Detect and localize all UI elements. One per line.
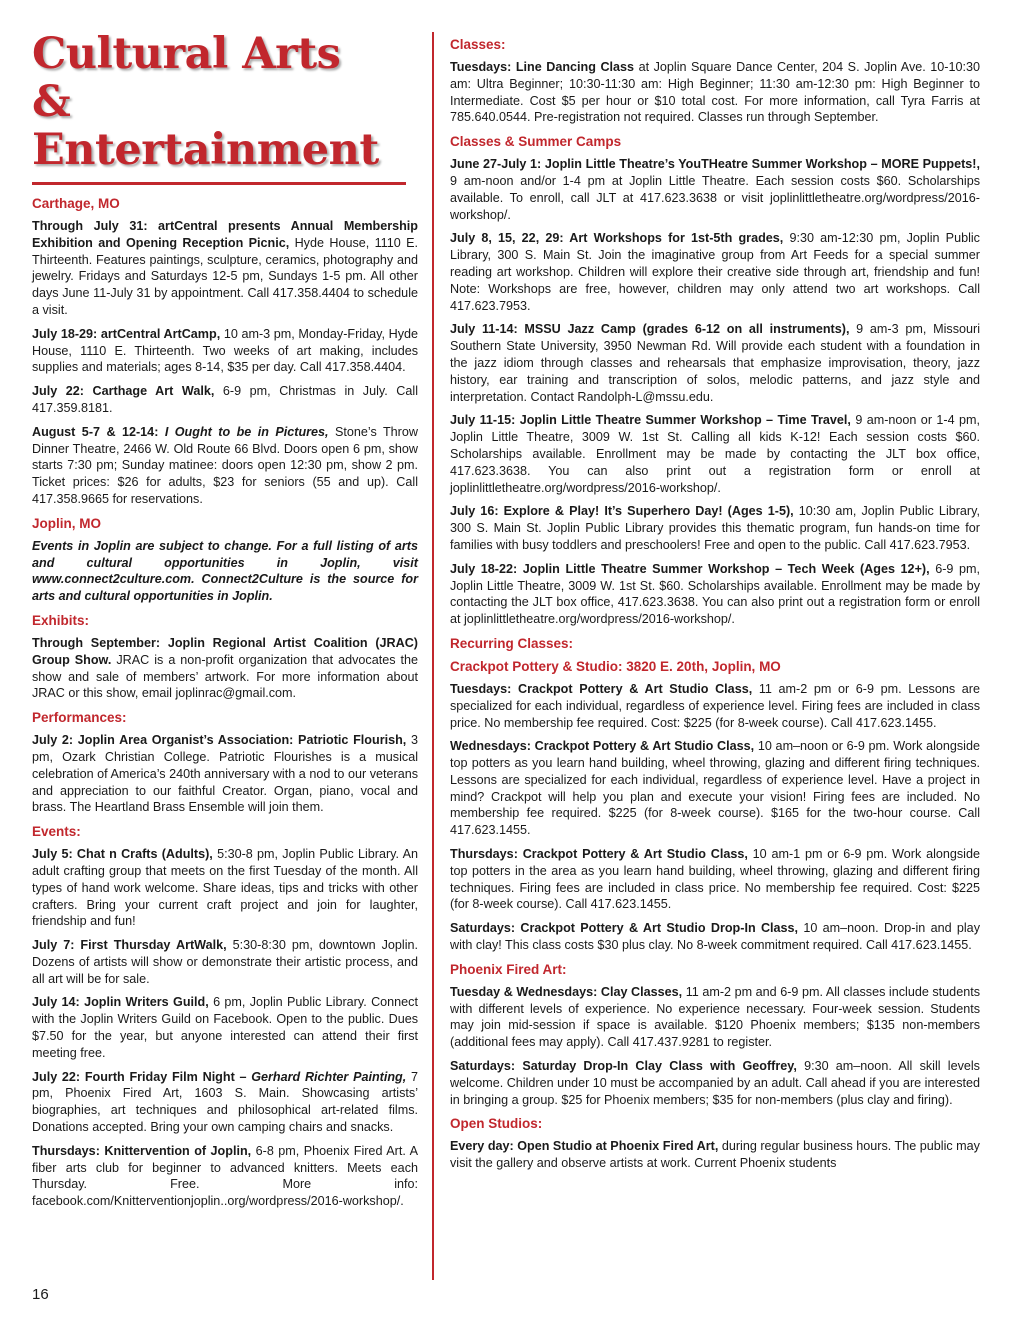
listing [32, 326, 418, 376]
section-heading-phoenix: Phoenix Fired Art: [450, 961, 567, 977]
listing-lead: Thursdays: Knittervention of Joplin, [32, 1143, 252, 1158]
listing [450, 1138, 980, 1172]
listing-body: 9:30 am-12:30 pm, Joplin Public Library, 300 S. Main St. Join the imaginative group from Art Feeds for a special summer reading art workshop. Children will explore their creative side through art, friendship and fun! Note: Workshops are free, however, children may only attend two art workshops. Call 417.623.7953. [450, 231, 980, 313]
section-heading-crackpot: Crackpot Pottery & Studio: 3820 E. 20th, Joplin, MO [450, 658, 781, 674]
listing-lead: July 18-29: artCentral ArtCamp, [32, 326, 221, 341]
listing-body: 6-9 pm, Christmas in July. Call 417.359.8181. [32, 384, 419, 415]
listing-body: during regular business hours. The public may visit the gallery and observe artists at work. Current Phoenix students [450, 1139, 980, 1171]
listing-lead: July 14: Joplin Writers Guild, [32, 995, 209, 1010]
listing-lead: Saturdays: Saturday Drop-In Clay Class with Geoffrey, [450, 1059, 797, 1074]
page-title-line2: & Entertainment [32, 77, 379, 175]
listing-lead: July 5: Chat n Crafts (Adults), [32, 847, 213, 862]
page-title-line1: Cultural Arts [32, 29, 341, 79]
listing [450, 156, 980, 223]
listing-lead: Saturdays: Crackpot Pottery & Art Studio Drop-In Class, [450, 921, 799, 936]
listing-lead: Thursdays: Crackpot Pottery & Art Studio Class, [450, 847, 748, 862]
listing [450, 230, 980, 314]
listing [32, 1143, 418, 1210]
listing-body: 7 pm, Phoenix Fired Art, 1603 S. Main. Showcasing artists’ biographies, art techniques and philosophical art-related films. Donations accepted. Bring your own camping chairs and snacks. [32, 1069, 418, 1135]
listing-body: 9 am-noon or 1-4 pm, Joplin Little Theatre, 3009 W. 1st St. Calling all kids K-12! Each session costs $60. Scholarships available. Enrollment may be made by contacting the JLT box office, 417.623.3638. You can also print out a registration form or enroll at joplinlittletheatre.org/wordpress/2016-workshop/. [450, 413, 980, 495]
listing-body: 9 am-3 pm, Missouri Southern State University, 3950 Newman Rd. Will provide each student with a foundation in the jazz idiom through classes and rehearsals that emphasize improvisation, theory, jazz history, ear training and transcription of solos, melodic patterns, and jazz style and interpretation. Contact Randolph-L@mssu.edu. [450, 322, 980, 404]
listing [32, 1069, 418, 1136]
left-column [32, 30, 418, 1217]
listing-lead: Tuesdays: Crackpot Pottery & Art Studio Class, [450, 681, 753, 696]
listing [450, 738, 980, 839]
listing [32, 383, 418, 417]
listing [32, 424, 418, 508]
listing-body: 10 am-3 pm, Monday-Friday, Hyde House, 1110 E. Thirteenth. Two weeks of art making, includes supplies and materials; ages 8-14, $35 per day. Call 417.358.4404. [32, 326, 418, 375]
listing-body: 11 am-2 pm or 6-9 pm. Lessons are specialized for each individual, regardless of experience level. Firing fees are included in class price. No membership fee required. Cost: $225 (for 8-week course). Call 417.623.1455. [450, 681, 980, 730]
listing-lead: Every day: Open Studio at Phoenix Fired Art, [450, 1139, 719, 1154]
listing [450, 321, 980, 405]
listing [32, 218, 418, 319]
section-heading-classes: Classes: [450, 37, 506, 52]
listing [450, 1058, 980, 1108]
right-column [450, 30, 980, 1179]
joplin-intro: Events in Joplin are subject to change. For a full listing of arts and cultural opportunities in Joplin, visit www.connect2culture.com. Connect2Culture is the source for arts and cultural opportunities in Joplin. [32, 538, 418, 604]
section-heading-camps: Classes & Summer Camps [450, 134, 622, 150]
listing [450, 984, 980, 1051]
listing-body: 10 am-1 pm or 6-9 pm. Work alongside top potters in the area as you learn hand building, wheel throwing, glazing and different firing techniques. Firing fees are included in class price. No membership fee required. Cost: $225 (for 8-week course). Call 417.623.1455. [450, 847, 980, 912]
listing-lead: July 18-22: Joplin Little Theatre Summer Workshop – Tech Week (Ages 12+), [450, 561, 930, 576]
section-heading-exhibits: Exhibits: [32, 612, 90, 628]
listing-lead: July 16: Explore & Play! It’s Superhero Day! (Ages 1-5), [450, 504, 794, 519]
listing-lead: Tuesdays: Line Dancing Class [450, 60, 635, 74]
listing-lead: July 8, 15, 22, 29: Art Workshops for 1st-5th grades, [450, 231, 784, 246]
listing [32, 994, 418, 1061]
listing-title-italic: I Ought to be in Pictures, [158, 424, 329, 439]
page-number: 16 [32, 1286, 49, 1303]
listing-lead: August 5-7 & 12-14: [32, 424, 159, 439]
listing [450, 681, 980, 731]
listing-title-italic: Gerhard Richter Painting, [246, 1069, 407, 1084]
listing [450, 503, 980, 553]
listing-body: at Joplin Square Dance Center, 204 S. Joplin Ave. 10-10:30 am: Ultra Beginner; 10:30-11:30 am: High Beginner; 11:30 am-12:30 pm: High Beginner to Intermediate. Cost $5 per hour or $10 total cost. For more information, call Tyra Farris at 785.640.0544. Pre-registration not required. Classes run through September. [450, 60, 980, 125]
listing-lead: Tuesday & Wednesdays: Clay Classes, [450, 984, 683, 999]
listing-body: 5:30-8:30 pm, downtown Joplin. Dozens of artists will show or demonstrate their artistic process, and all art will be for sale. [32, 938, 418, 986]
section-heading-performances: Performances: [32, 710, 127, 726]
listing-body: 9 am-noon and/or 1-4 pm at Joplin Little Theatre. Each session costs $60. Scholarships available. To enroll, call JLT at 417.623.3638 or visit joplinlittletheatre.org/wordpress/2016-workshop/. [450, 173, 980, 222]
listing [32, 846, 418, 930]
listing [450, 846, 980, 913]
section-heading-joplin: Joplin, MO [32, 515, 101, 531]
listing-lead: July 22: Fourth Friday Film Night – [32, 1069, 247, 1084]
listing-body: 6-9 pm, Joplin Little Theatre, 3009 W. 1st St. $60. Scholarships available. Enrollment may be made by contacting the JLT box office, 417.623.3638. You can also print out a registration form or enroll at joplinlittletheatre.org/wordpress/2016-workshop/. [450, 561, 980, 627]
listing-body: 11 am-2 pm and 6-9 pm. All classes include students with different levels of experience. No experience necessary. Four-week session. Students may join mid-session if space is available. $120 Phoenix members; $135 non-members (additional fees may apply). Call 417.437.9281 to register. [450, 984, 980, 1050]
listing-lead: Through July 31: artCentral presents Annual Membership Exhibition and Opening Reception Picnic, [32, 219, 418, 250]
section-heading-carthage: Carthage, MO [32, 196, 120, 211]
listing-body: 3 pm, Ozark Christian College. Patriotic Flourishes is a musical celebration of America’s 240th anniversary with a nod to our veterans and appreciation to our faithful Creator. Organ, piano, vocal and brass. The Heartland Brass Ensemble will join them. [32, 733, 418, 815]
listing-body: 10 am–noon or 6-9 pm. Work alongside top potters as you learn hand building, wheel throwing, glazing and different firing techniques. Lessons are specialized for each individual, regardless of experience level. Have a project in mind? Crackpot will help you plan and execute your vision! Firing fees are included. No membership fee required. $225 (for 8-week course). $165 for the two-hour course. Call 417.623.1455. [450, 739, 980, 838]
listing-lead: Wednesdays: Crackpot Pottery & Art Studio Class, [450, 739, 755, 754]
section-heading-events: Events: [32, 824, 81, 840]
listing-lead: Through September: Joplin Regional Artist Coalition (JRAC) Group Show. [32, 635, 418, 667]
listing-body: 6-8 pm, Phoenix Fired Art. A fiber arts club for beginner to advanced knitters. Meets each Thursday. Free. More info: facebook.com/Knitterventionjoplin..org/wordpress/2016-workshop/. [32, 1143, 418, 1209]
listing-lead: June 27-July 1: Joplin Little Theatre’s YouTHeatre Summer Workshop – MORE Puppets!, [450, 157, 980, 172]
listing-body: Stone’s Throw Dinner Theatre, 2466 W. Old Route 66 Blvd. Doors open 6 pm, show starts 7:30 pm; Sunday matinee: doors open 12:30 pm, show 2 pm. Ticket prices: $26 for adults, $23 for seniors (55 and up). Call 417.358.9665 for reservations. [32, 424, 418, 506]
listing-body: 9:30 am–noon. All skill levels welcome. Children under 10 must be accompanied by an adult. Call ahead if you are interested in bringing a group. $25 for Phoenix members; $35 for non-members (plus clay and firing). [450, 1059, 980, 1107]
listing-body: 10:30 am, Joplin Public Library, 300 S. Main St. Joplin Public Library provides this thematic program, fun hands-on time for families with busy toddlers and preschoolers! Free and open to the public. Call 417.623.7953. [450, 504, 980, 552]
listing-lead: July 11-15: Joplin Little Theatre Summer Workshop – Time Travel, [450, 413, 851, 428]
listing [450, 561, 980, 628]
listing-body: 6 pm, Joplin Public Library. Connect with the Joplin Writers Guild on Facebook. Open to the public. Dues $7.50 for the year, but anyone interested can attend their first meeting free. [32, 995, 418, 1060]
listing-lead: July 7: First Thursday ArtWalk, [32, 938, 227, 953]
listing [32, 732, 418, 816]
listing [450, 412, 980, 496]
listing-body: Hyde House, 1110 E. Thirteenth. Features paintings, sculpture, ceramics, photography and jewelry. Fridays and Saturdays 12-5 pm, Sundays 1-5 pm. All other days June 11-July 31 by appointment. Call 417.358.4404 to schedule a visit. [32, 235, 419, 317]
listing-body: JRAC is a non-profit organization that advocates the show and sale of members’ artwork. For more information about JRAC or this show, email joplinrac@gmail.com. [32, 652, 418, 701]
page-title [32, 30, 418, 174]
listing [32, 635, 418, 702]
listing-lead: July 2: Joplin Area Organist’s Association: Patriotic Flourish, [32, 733, 407, 748]
title-divider [32, 182, 406, 185]
listing-body: 5:30-8 pm, Joplin Public Library. An adult crafting group that meets on the first Tuesday of the month. All types of hand work welcome. Share ideas, tips and tricks with other crafters. Bring your current craft project and join for laughter, friendship and fun! [32, 847, 419, 929]
listing [450, 920, 980, 954]
listing-body: 10 am–noon. Drop-in and play with clay! This class costs $30 plus clay. No 8-week commitment required. Call 417.623.1455. [450, 921, 980, 953]
listing-lead: July 22: Carthage Art Walk, [32, 384, 215, 399]
section-heading-recurring: Recurring Classes: [450, 635, 574, 651]
listing [32, 937, 418, 987]
listing-lead: July 11-14: MSSU Jazz Camp (grades 6-12 on all instruments), [450, 322, 850, 337]
column-divider [432, 32, 434, 1280]
section-heading-open-studios: Open Studios: [450, 1116, 543, 1132]
listing [450, 59, 980, 126]
